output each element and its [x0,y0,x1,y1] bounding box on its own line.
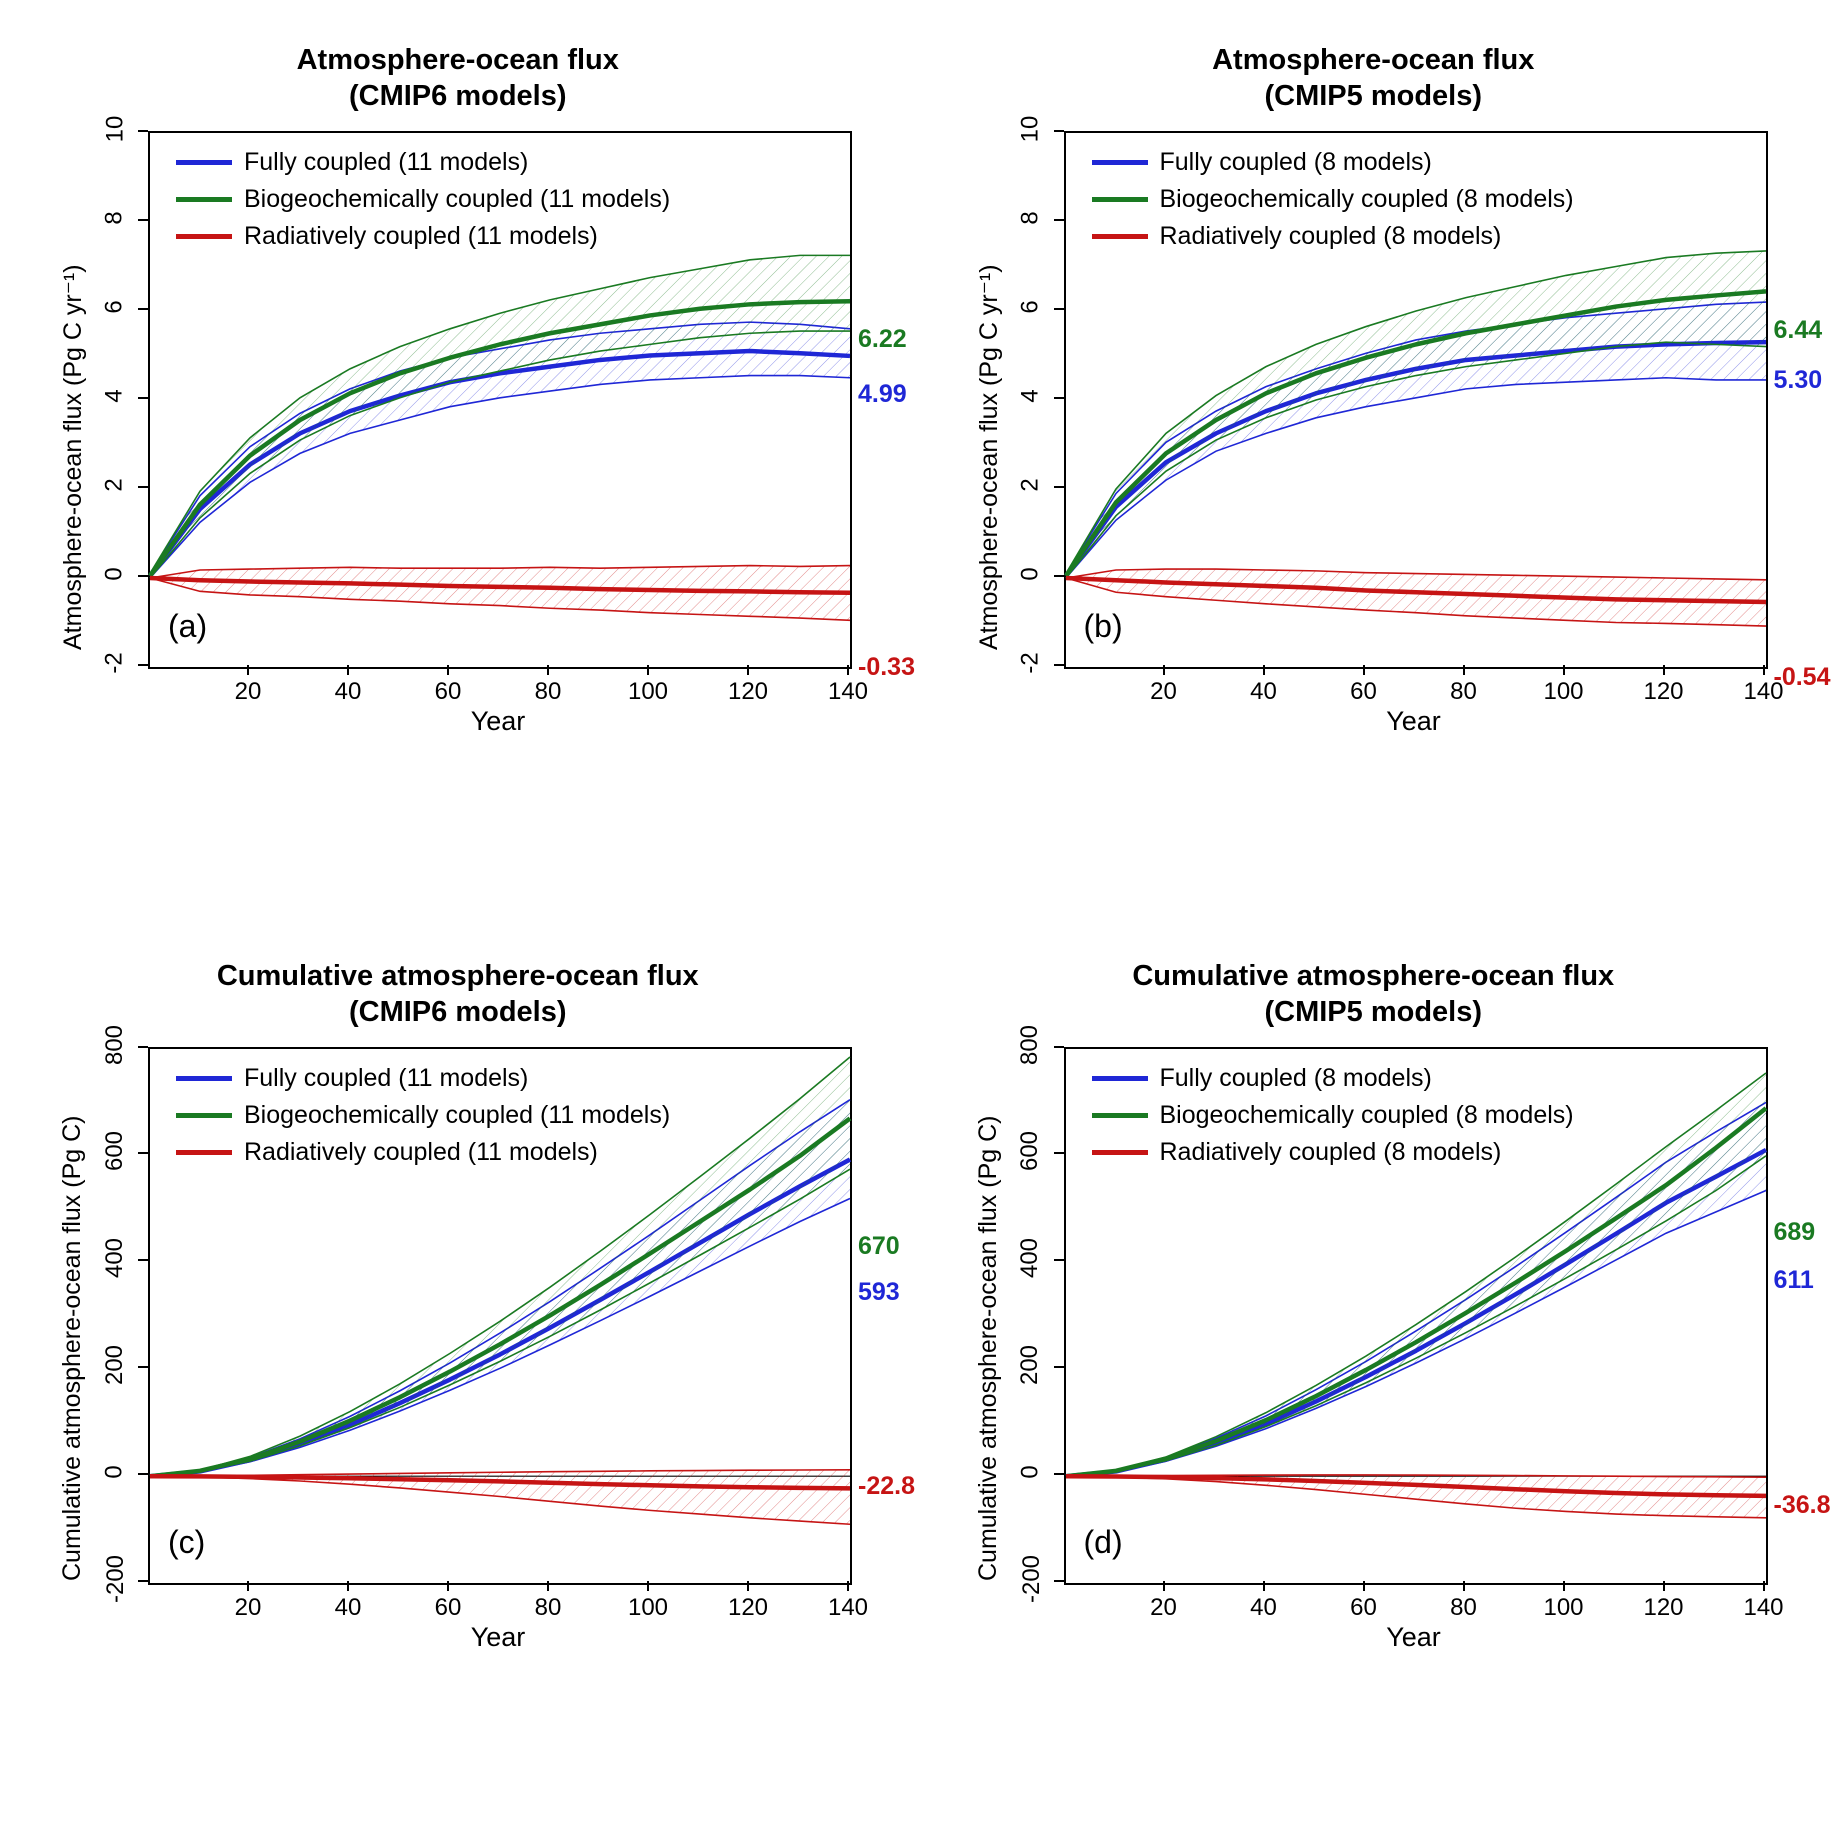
y-tick-mark [1054,1046,1064,1048]
y-tick-label: 6 [1016,300,1044,314]
legend-item-biogeochemically-coupled [176,181,670,218]
legend-item-fully-coupled [176,1060,670,1097]
panel-c-title [0,958,916,1031]
x-tick-label: 140 [827,1593,869,1621]
panel-c-y-axis-label: Cumulative atmosphere-ocean flux (Pg C) [58,1115,86,1581]
x-tick-label: 40 [334,1593,362,1621]
y-tick-mark [1054,219,1064,221]
y-tick-label: -2 [101,652,128,674]
x-tick-label: 20 [234,678,262,705]
panel-c-endlabel-rad: -22.8 [858,1471,915,1500]
legend-line-icon [176,197,232,202]
y-tick-mark [138,397,148,399]
y-tick-label: 10 [1016,115,1044,143]
x-tick-mark [1663,1581,1665,1591]
y-tick-label: 0 [100,567,128,581]
x-tick-label: 20 [234,1593,262,1621]
x-tick-mark [1463,665,1465,675]
y-tick-label: 0 [100,1465,128,1479]
x-tick-label: 120 [1643,678,1684,705]
panel-b-endlabel-bgc: 6.44 [1773,316,1823,344]
panel-c [0,916,916,1831]
y-tick-label: 2 [1016,478,1044,492]
panel-b-letter: (b) [1083,608,1123,644]
y-tick-label: 400 [1016,1238,1044,1279]
panel-a-title [0,42,916,115]
legend-line-icon [176,1113,232,1118]
legend-line-icon [1092,234,1148,239]
x-tick-mark [1163,665,1165,675]
y-tick-label: 200 [1016,1344,1044,1385]
legend-item-fully-coupled [1092,1060,1574,1097]
legend-item-radiatively-coupled [1092,218,1574,255]
panel-d-endlabel-full: 611 [1773,1265,1814,1294]
x-tick-label: 20 [1150,678,1177,705]
y-tick-mark [1054,397,1064,399]
panel-c-title-line2: (CMIP6 models) [348,995,567,1028]
legend-label: Radiatively coupled (8 models) [1159,1137,1502,1166]
panel-b [916,0,1831,916]
x-tick-mark [647,665,649,675]
x-tick-label: 80 [1450,678,1477,705]
panel-d-legend [1092,1060,1574,1171]
y-tick-mark [1054,1580,1064,1582]
y-tick-mark [1054,1473,1064,1475]
x-tick-mark [547,1581,549,1591]
x-tick-label: 100 [627,678,669,705]
panel-b-title-line2: (CMIP5 models) [1264,80,1483,113]
x-tick-label: 80 [534,1593,562,1621]
legend-item-radiatively-coupled [176,1134,670,1171]
panel-d [916,916,1831,1831]
x-tick-label: 40 [334,678,362,705]
legend-line-icon [176,234,232,239]
x-tick-label: 120 [1643,1593,1684,1621]
panel-c-letter: (c) [168,1523,206,1560]
legend-label: Fully coupled (8 models) [1159,148,1432,176]
y-tick-mark [1054,130,1064,132]
y-tick-mark [1054,1152,1064,1154]
x-tick-mark [447,1581,449,1591]
x-tick-mark [347,1581,349,1591]
legend-item-radiatively-coupled [176,218,670,255]
y-tick-mark [138,219,148,221]
y-tick-mark [138,1046,148,1048]
panel-d-endlabel-bgc: 689 [1773,1217,1816,1246]
legend-item-radiatively-coupled [1092,1134,1574,1171]
x-tick-mark [447,665,449,675]
y-tick-mark [1054,1366,1064,1368]
panel-d-letter: (d) [1083,1523,1123,1560]
x-tick-mark [1163,1581,1165,1591]
x-tick-mark [1463,1581,1465,1591]
y-tick-label: 800 [100,1024,128,1065]
y-tick-label: 0 [1016,1465,1044,1479]
y-tick-label: 0 [1016,567,1044,581]
x-tick-label: 80 [534,678,562,705]
panel-d-title [916,958,1831,1031]
panel-b-title [916,42,1831,115]
legend-line-icon [176,1076,232,1081]
y-tick-label: 6 [100,300,128,314]
y-tick-mark [1054,486,1064,488]
y-tick-label: 2 [100,478,128,492]
y-tick-mark [138,1366,148,1368]
x-tick-mark [247,1581,249,1591]
y-tick-label: 10 [100,115,128,143]
panel-a-letter: (a) [168,608,208,644]
y-tick-label: 4 [100,389,128,403]
y-tick-mark [138,1259,148,1261]
y-tick-mark [138,575,148,577]
panel-d-title-line2: (CMIP5 models) [1264,995,1483,1028]
panel-a [0,0,916,916]
panel-d-title-line1: Cumulative atmosphere-ocean flux [1132,959,1615,992]
y-tick-mark [138,1580,148,1582]
x-tick-label: 100 [627,1593,669,1621]
panel-a-title-line2: (CMIP6 models) [348,80,567,113]
y-tick-mark [138,1152,148,1154]
y-tick-label: 600 [100,1131,128,1172]
legend-item-fully-coupled [1092,144,1574,181]
x-tick-mark [1263,1581,1265,1591]
x-tick-label: 40 [1250,1593,1277,1621]
legend-line-icon [1092,160,1148,165]
legend-line-icon [176,1150,232,1155]
y-tick-label: 4 [1016,389,1044,403]
legend-line-icon [1092,1113,1148,1118]
panel-b-endlabel-rad: -0.54 [1773,663,1831,691]
x-tick-mark [847,665,849,675]
x-tick-mark [1663,665,1665,675]
y-tick-mark [1054,664,1064,666]
panel-a-y-axis-label: Atmosphere-ocean flux (Pg C yr⁻¹) [59,264,87,650]
x-tick-label: 120 [727,678,769,705]
legend-line-icon [1092,1150,1148,1155]
panel-d-y-axis-label: Cumulative atmosphere-ocean flux (Pg C) [973,1115,1002,1581]
x-tick-mark [347,665,349,675]
x-tick-mark [847,1581,849,1591]
x-tick-mark [547,665,549,675]
x-tick-mark [1763,665,1765,675]
y-tick-label: -2 [1016,652,1044,674]
x-tick-label: 20 [1150,1593,1177,1621]
y-tick-mark [138,308,148,310]
x-tick-mark [247,665,249,675]
y-tick-mark [1054,1259,1064,1261]
panel-a-title-line1: Atmosphere-ocean flux [296,44,619,76]
legend-label: Radiatively coupled (11 models) [244,222,598,250]
panel-a-endlabel-bgc: 6.22 [858,325,907,353]
x-tick-mark [1263,665,1265,675]
y-tick-mark [138,664,148,666]
panel-c-legend [176,1060,670,1171]
legend-line-icon [1092,1076,1148,1081]
panel-c-x-axis-label: Year [470,1621,526,1652]
x-tick-label: 60 [1350,678,1377,705]
panel-b-title-line1: Atmosphere-ocean flux [1212,44,1535,76]
y-tick-label: -200 [102,1554,130,1603]
legend-label: Fully coupled (11 models) [244,148,529,176]
legend-item-fully-coupled [176,144,670,181]
panel-b-x-axis-label: Year [1386,706,1441,736]
x-tick-label: 140 [1743,678,1784,705]
panel-b-endlabel-full: 5.30 [1773,366,1823,394]
panel-c-endlabel-full: 593 [858,1277,900,1306]
x-tick-mark [647,1581,649,1591]
legend-line-icon [1092,197,1148,202]
legend-label: Fully coupled (11 models) [244,1063,529,1092]
panel-a-x-axis-label: Year [470,706,526,736]
x-tick-label: 60 [1350,1593,1377,1621]
panel-a-endlabel-full: 4.99 [858,380,907,408]
y-tick-mark [1054,575,1064,577]
legend-label: Biogeochemically coupled (8 models) [1159,1100,1574,1129]
x-tick-label: 140 [1743,1593,1784,1621]
x-tick-label: 40 [1250,678,1277,705]
legend-label: Fully coupled (8 models) [1159,1063,1432,1092]
legend-item-biogeochemically-coupled [176,1097,670,1134]
panel-a-legend [176,144,670,255]
legend-label: Radiatively coupled (11 models) [244,1137,598,1166]
y-tick-label: 200 [100,1344,128,1385]
x-tick-mark [1563,1581,1565,1591]
panel-b-legend [1092,144,1574,255]
x-tick-label: 140 [827,678,869,705]
x-tick-mark [1363,665,1365,675]
panel-c-title-line1: Cumulative atmosphere-ocean flux [216,959,699,992]
x-tick-mark [1363,1581,1365,1591]
y-tick-label: 8 [1016,211,1044,225]
x-tick-label: 120 [727,1593,769,1621]
panel-d-endlabel-rad: -36.8 [1773,1490,1831,1519]
y-tick-label: 600 [1016,1131,1044,1172]
y-tick-mark [138,1473,148,1475]
x-tick-label: 80 [1450,1593,1477,1621]
legend-label: Biogeochemically coupled (8 models) [1159,185,1574,213]
panel-c-endlabel-bgc: 670 [858,1231,900,1260]
legend-label: Biogeochemically coupled (11 models) [244,1100,671,1129]
y-tick-label: 800 [1016,1024,1044,1065]
y-tick-label: 400 [100,1238,128,1279]
x-tick-mark [747,665,749,675]
panel-d-x-axis-label: Year [1386,1621,1441,1652]
y-tick-mark [138,486,148,488]
x-tick-label: 100 [1543,1593,1584,1621]
x-tick-mark [747,1581,749,1591]
legend-item-biogeochemically-coupled [1092,181,1574,218]
panel-b-y-axis-label: Atmosphere-ocean flux (Pg C yr⁻¹) [974,264,1003,650]
y-tick-mark [138,130,148,132]
x-tick-mark [1763,1581,1765,1591]
x-tick-label: 60 [434,678,462,705]
legend-label: Radiatively coupled (8 models) [1159,222,1502,250]
x-tick-mark [1563,665,1565,675]
y-tick-label: -200 [1017,1554,1045,1603]
legend-item-biogeochemically-coupled [1092,1097,1574,1134]
y-tick-label: 8 [100,211,128,225]
legend-line-icon [176,160,232,165]
y-tick-mark [1054,308,1064,310]
panel-a-endlabel-rad: -0.33 [858,653,915,681]
legend-label: Biogeochemically coupled (11 models) [244,185,671,213]
x-tick-label: 100 [1543,678,1584,705]
x-tick-label: 60 [434,1593,462,1621]
